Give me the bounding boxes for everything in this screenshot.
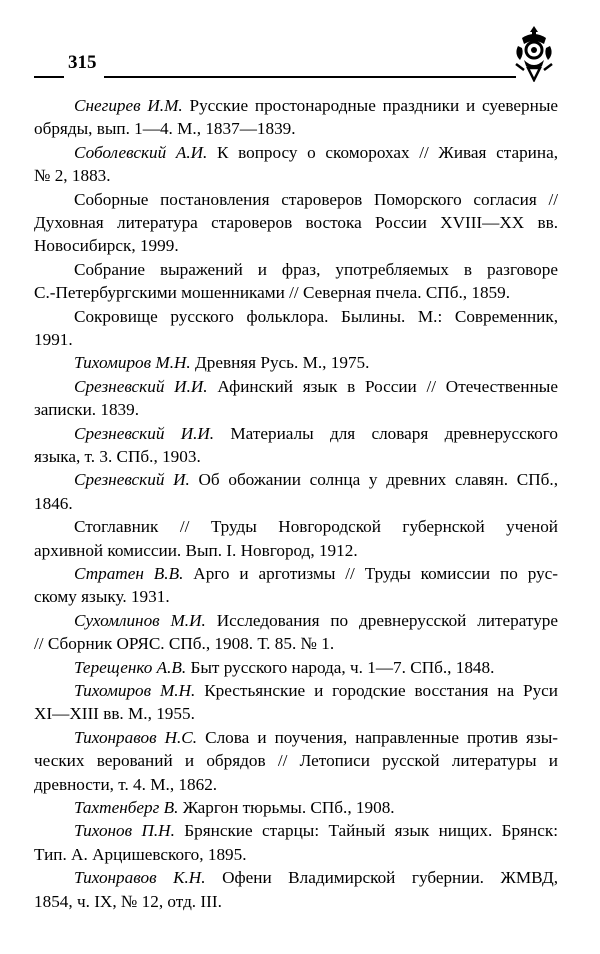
entry-text: Брянские старцы: Тайный язык нищих. Брянск: bbox=[184, 821, 558, 841]
entry-continuation-line bbox=[34, 749, 558, 772]
entry-continuation-line bbox=[34, 585, 558, 608]
entry-continuation-line bbox=[34, 398, 558, 421]
entry-text: XI—XIII вв. М., 1955. bbox=[34, 704, 195, 724]
entry-continuation-line bbox=[34, 234, 558, 257]
entry-text: Древняя Русь. М., 1975. bbox=[195, 353, 370, 373]
entry-text: Афинский язык в России // Отечественные bbox=[217, 376, 558, 396]
entry-author: Соболевский А.И. bbox=[74, 142, 208, 162]
entry-author: Снегирев И.М. bbox=[74, 96, 183, 115]
entry-author: Сухомлинов М.И. bbox=[74, 610, 206, 630]
header-rule-right bbox=[104, 76, 516, 78]
entry-continuation-line bbox=[34, 328, 558, 351]
entry-text: Крестьянские и городские восстания на Руси bbox=[204, 681, 558, 700]
entry-text: Об обожании солнца у древних славян. СПб., bbox=[198, 470, 558, 490]
entry-text: древности, т. 4. М., 1862. bbox=[34, 774, 218, 794]
entry-first-line bbox=[74, 562, 558, 585]
entry-text: Исследования по древнерусской литературе bbox=[216, 610, 559, 630]
entry-continuation-line bbox=[34, 702, 558, 725]
entry-text: языка, т. 3. СПб., 1903. bbox=[34, 446, 201, 466]
entry-first-line bbox=[74, 305, 558, 328]
entry-text: Слова и поучения, направленные против язы- bbox=[205, 727, 559, 747]
entry-author: Тахтенберг В. bbox=[74, 798, 179, 817]
entry-text: ческих верований и обрядов // Летописи русской литературы и bbox=[34, 751, 558, 771]
entry-author: Стратен В.В. bbox=[74, 564, 184, 583]
entry-first-line bbox=[74, 188, 558, 211]
entry-first-line bbox=[74, 141, 558, 164]
entry-first-line bbox=[74, 422, 558, 445]
page-header bbox=[0, 52, 600, 82]
entry-first-line bbox=[74, 258, 558, 281]
entry-first-line bbox=[74, 94, 558, 117]
entry-author: Терещенко А.В. bbox=[74, 657, 187, 677]
entry-first-line bbox=[74, 515, 558, 538]
entry-text: Стоглавник // Труды Новгородской губернской ученой bbox=[74, 517, 558, 537]
entry-first-line bbox=[74, 796, 558, 819]
entry-first-line bbox=[74, 656, 558, 679]
entry-text: 1854, ч. IX, № 12, отд. III. bbox=[34, 891, 222, 911]
entry-text: Арго и арготизмы // Труды комиссии по рус- bbox=[193, 564, 559, 583]
entry-text: Новосибирск, 1999. bbox=[34, 236, 179, 256]
entry-author: Срезневский И.И. bbox=[74, 376, 208, 396]
entry-text: Соборные постановления староверов Поморского согласия // bbox=[74, 189, 558, 209]
entry-text: 1991. bbox=[34, 329, 73, 349]
entry-continuation-line bbox=[34, 117, 558, 140]
page-number: 315 bbox=[68, 52, 97, 73]
entry-first-line bbox=[74, 351, 558, 374]
entry-continuation-line bbox=[34, 843, 558, 866]
entry-author: Тихонравов Н.С. bbox=[74, 727, 198, 747]
entry-text: Собрание выражений и фраз, употребляемых в разговоре bbox=[74, 259, 558, 279]
entry-text: Офени Владимирской губернии. ЖМВД, bbox=[222, 868, 559, 888]
entry-first-line bbox=[74, 375, 558, 398]
entry-continuation-line bbox=[34, 890, 558, 913]
entry-first-line bbox=[74, 726, 558, 749]
entry-continuation-line bbox=[34, 539, 558, 562]
entry-first-line bbox=[74, 819, 558, 842]
entry-text: Сокровище русского фольклора. Былины. М.: Современник, bbox=[74, 306, 558, 326]
entry-text: архивной комиссии. Вып. I. Новгород, 1912. bbox=[34, 540, 358, 560]
entry-continuation-line bbox=[34, 632, 558, 655]
entry-first-line bbox=[74, 866, 558, 889]
entry-author: Тихонов П.Н. bbox=[74, 821, 175, 841]
entry-text: Духовная литература староверов востока России XVIII—XX вв. bbox=[34, 212, 558, 232]
entry-text: № 2, 1883. bbox=[34, 166, 111, 186]
entry-text: записки. 1839. bbox=[34, 400, 140, 420]
entry-continuation-line bbox=[34, 773, 558, 796]
entry-text: Жаргон тюрьмы. СПб., 1908. bbox=[182, 798, 395, 817]
entry-text: Русские простонародные праздники и суеверные bbox=[189, 96, 559, 115]
entry-text: К вопросу о скоморохах // Живая старина, bbox=[216, 142, 558, 162]
entry-text: скому языку. 1931. bbox=[34, 587, 170, 607]
entry-text: С.-Петербургскими мошенниками // Северная пчела. СПб., 1859. bbox=[34, 283, 511, 303]
entry-author: Тихомиров М.Н. bbox=[74, 353, 191, 373]
entry-text: Тип. А. Арцишевского, 1895. bbox=[34, 844, 247, 864]
entry-continuation-line bbox=[34, 445, 558, 468]
entry-text: 1846. bbox=[34, 493, 73, 513]
entry-first-line bbox=[74, 609, 558, 632]
entry-continuation-line bbox=[34, 211, 558, 234]
entry-text: Материалы для словаря древнерусского bbox=[230, 423, 558, 443]
entry-text: // Сборник ОРЯС. СПб., 1908. Т. 85. № 1. bbox=[34, 634, 335, 654]
entry-author: Тихомиров М.Н. bbox=[74, 681, 196, 700]
entry-continuation-line bbox=[34, 492, 558, 515]
ornamental-crest-icon bbox=[510, 24, 558, 82]
entry-author: Тихонравов К.Н. bbox=[74, 868, 206, 888]
entry-continuation-line bbox=[34, 281, 558, 304]
entry-continuation-line bbox=[34, 164, 558, 187]
entry-author: Срезневский И. bbox=[74, 470, 190, 490]
entry-first-line bbox=[74, 468, 558, 491]
header-rule-left bbox=[34, 76, 64, 78]
entry-first-line bbox=[74, 679, 558, 702]
entry-text: Быт русского народа, ч. 1—7. СПб., 1848. bbox=[190, 657, 495, 677]
entry-text: обряды, вып. 1—4. М., 1837—1839. bbox=[34, 119, 296, 139]
entry-author: Срезневский И.И. bbox=[74, 423, 215, 443]
